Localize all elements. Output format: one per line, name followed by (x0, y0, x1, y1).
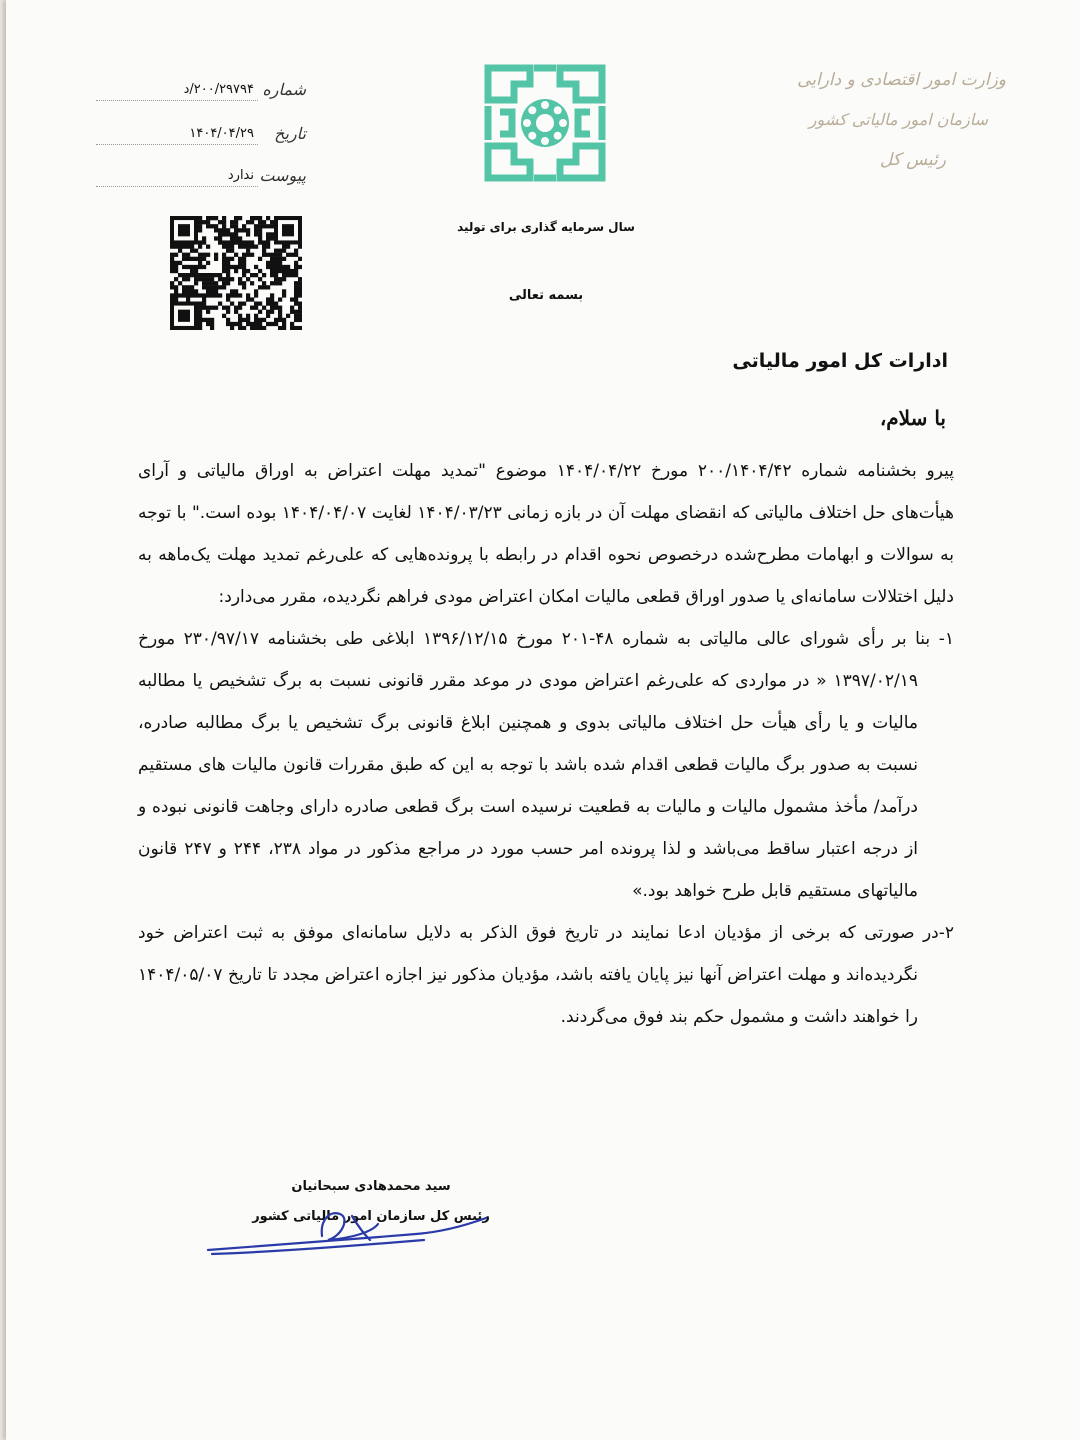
letter-number-value: ۲۰۰/۲۹۷۹۴/د (183, 82, 254, 97)
letter-date-row (106, 124, 306, 150)
signatory-name: سید محمدهادی سبحانیان (291, 1179, 451, 1194)
addressee: ادارات کل امور مالیاتی (732, 350, 948, 372)
letter-page (6, 0, 1080, 1440)
ministry-line-2: سازمان امور مالیاتی کشور (808, 110, 988, 129)
clause-1: ۱- بنا بر رأی شورای عالی مالیاتی به شماره ۴۸-۲۰۱ مورخ ۱۳۹۶/۱۲/۱۵ ابلاغی طی بخشنامه ۲۳۰/۹۷/۱۷ مورخ ۱۳۹۷/۰۲/۱۹ « در مواردی که علی‌رغم اعتراض مودی در موعد مقرر قانونی نسبت به برگ تشخیص یا مطالبه مالیات و یا رأی هیأت حل اختلاف مالیاتی بدوی و همچنین ابلاغ قانونی برگ تشخیص یا برگ مطالبه صادره، نسبت به صدور برگ مالیات قطعی اقدام شده باشد با توجه به این که طبق مقررات قانون مالیات های مستقیم درآمد/ مأخذ مشمول مالیات و مالیات به قطعیت نرسیده است برگ قطعی صادره دارای وجاهت قانونی نبوده و از درجه اعتبار ساقط می‌باشد و لذا پرونده امر حسب مورد در مراجع مذکور در مواد ۲۳۸، ۲۴۴ و ۲۴۷ قانون مالیاتهای مستقیم قابل طرح خواهد بود.» (138, 629, 954, 901)
qr-code-icon (170, 216, 302, 330)
ministry-line-1: وزارت امور اقتصادی و دارایی (797, 70, 1006, 90)
letter-attachment-label: پیوست (259, 166, 306, 185)
tax-organization-emblem-icon (484, 64, 606, 182)
letter-attachment-value: ندارد (227, 168, 254, 183)
letter-attachment-dotted-line (96, 186, 258, 187)
signatory-title: رئیس کل سازمان امور مالیاتی کشور (252, 1209, 490, 1224)
letter-number-dotted-line (96, 100, 258, 101)
letter-number-label: شماره (262, 80, 306, 99)
letter-date-value: ۱۴۰۴/۰۴/۲۹ (189, 126, 254, 141)
clause-2: ۲-در صورتی که برخی از مؤدیان ادعا نمایند در تاریخ فوق الذکر به دلایل سامانه‌ای موفق به ثبت اعتراض خود نگردیده‌اند و مهلت اعتراض آنها نیز پایان یافته باشد، مؤدیان مذکور نیز اجازه اعتراض مجدد تا تاریخ ۱۴۰۴/۰۵/۰۷ را خواهند داشت و مشمول حکم بند فوق می‌گردند. (138, 923, 954, 1027)
ministry-line-3: رئیس کل (879, 150, 946, 170)
handwritten-signature-icon (202, 1196, 502, 1260)
intro-paragraph: پیرو بخشنامه شماره ۲۰۰/۱۴۰۴/۴۲ مورخ ۱۴۰۴/۰۴/۲۲ موضوع "تمدید مهلت اعتراض به اوراق مالیاتی و آرای هیأت‌های حل اختلاف مالیاتی که انقضای مهلت آن در بازه زمانی ۱۴۰۴/۰۳/۲۳ لغایت ۱۴۰۴/۰۴/۰۷ بوده است." با توجه به سوالات و ابهامات مطرح‌شده درخصوص نحوه اقدام در رابطه با پرونده‌هایی که علی‌رغم تمدید مهلت یک‌ماهه به دلیل اختلالات سامانه‌ای یا صدور اوراق قطعی مالیات امکان اعتراض مودی فراهم نگردیده، مقرر می‌دارد: (138, 461, 954, 607)
letter-attachment-row (106, 166, 306, 192)
letter-body (138, 450, 954, 1038)
greeting: با سلام، (879, 406, 946, 430)
letter-date-dotted-line (96, 144, 258, 145)
ministry-letterhead (766, 60, 1006, 210)
letter-number-row (106, 80, 306, 106)
letter-date-label: تاریخ (274, 124, 306, 143)
basmala: بسمه تعالی (508, 288, 584, 303)
year-slogan: سال سرمایه گذاری برای تولید (457, 220, 635, 234)
